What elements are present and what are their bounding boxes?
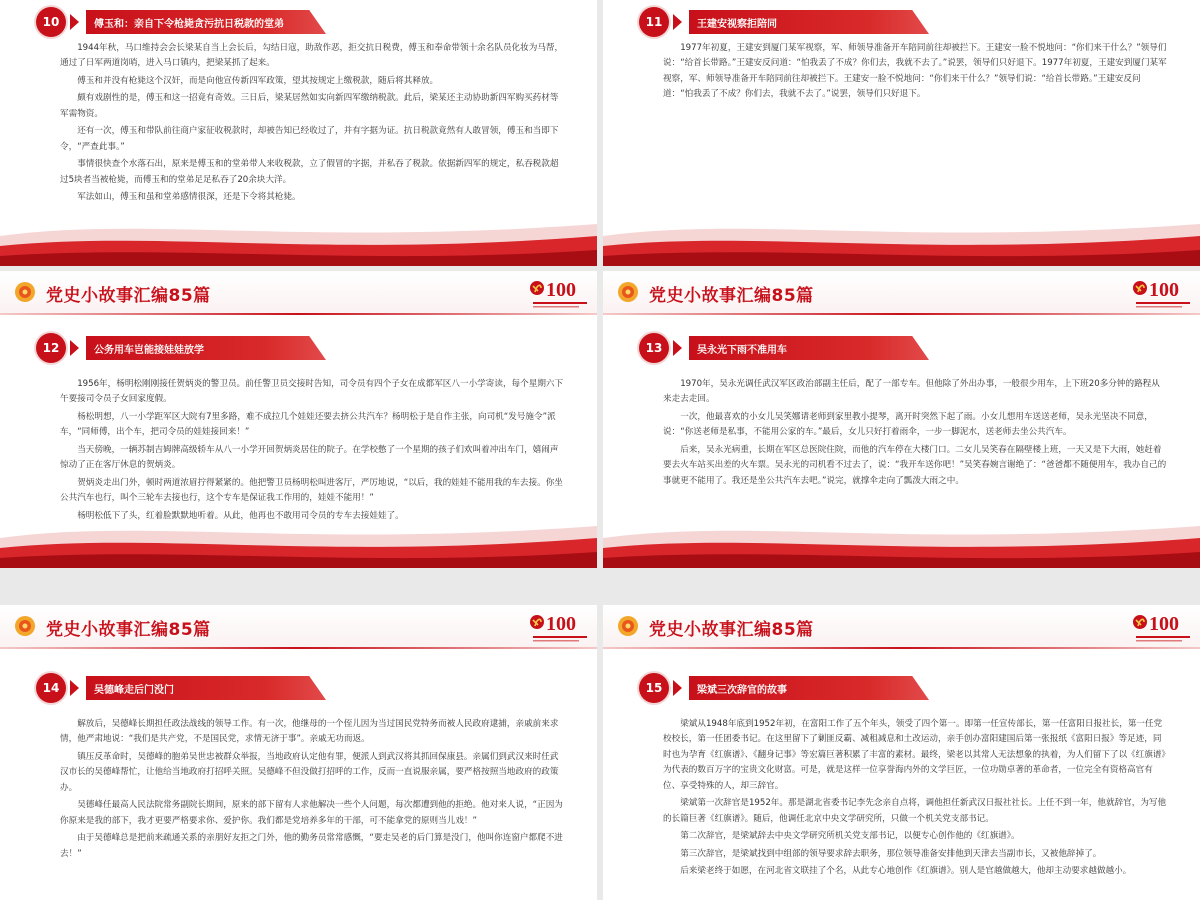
story-number: 11 bbox=[639, 7, 669, 37]
paragraph: 当天傍晚，一辆苏制吉姆牌高级轿车从八一小学开回贺炳炎居住的院子。在学校憋了一个星期的孩子们欢叫着冲出车门，嬉闹声惊动了正在客厅休息的贺炳炎。 bbox=[60, 444, 559, 471]
chevron-right-icon bbox=[673, 14, 682, 30]
slide-story-10 bbox=[0, 0, 597, 266]
story-title-badge bbox=[639, 673, 929, 703]
paragraph: 1970年，吴永光调任武汉军区政治部副主任后，配了一部专车。但他除了外出办事，一般很少用车，上下班20多分钟的路程从来走去走回。 bbox=[663, 379, 1160, 405]
paragraph: 后来，吴永光病重，长期在军区总医院住院，而他的汽车停在大楼门口。二女儿吴笑春在隔壁楼上班，一天又是下大雨，她赶着要去火车站买出差的火车票。吴永光的司机看不过去了，说：“我开车送你吧！”吴笑春婉言谢绝了：“爸爸都不随便用车，我办自己的事就更不能用了。我还是坐公共汽车去吧。”说完，就撑伞走向了瓢泼大雨之中。 bbox=[663, 444, 1167, 486]
paragraph: 后来梁老终于如愿，在河北省文联挂了个名，从此专心地创作《红旗谱》。别人是官越做越大，他却主动要求越做越小。 bbox=[680, 866, 1132, 877]
story-title: 傅玉和：亲自下令枪毙贪污抗日税款的堂弟 bbox=[94, 19, 284, 30]
story-body bbox=[60, 41, 565, 208]
slide-header bbox=[603, 271, 1200, 313]
party-centenary-logo bbox=[1130, 274, 1194, 310]
story-title: 王建安视察拒陪同 bbox=[697, 19, 777, 30]
header-divider bbox=[0, 647, 597, 649]
chevron-right-icon bbox=[70, 680, 79, 696]
red-wave-footer bbox=[0, 508, 597, 568]
story-title-badge bbox=[36, 673, 326, 703]
party-centenary-logo bbox=[1130, 608, 1194, 644]
story-number: 14 bbox=[36, 673, 66, 703]
slide-header bbox=[0, 271, 597, 313]
chevron-right-icon bbox=[70, 340, 79, 356]
party-centenary-logo bbox=[527, 608, 591, 644]
story-title: 吴永光下雨不准用车 bbox=[697, 345, 787, 356]
flower-emblem-icon bbox=[10, 278, 40, 306]
story-title-badge bbox=[36, 333, 326, 363]
paragraph: 颇有戏剧性的是，傅玉和这一招竟有奇效。三日后，梁某居然如实向新四军缴纳税款。此后，梁某还主动协助新四军购买药材等军需物资。 bbox=[60, 93, 559, 119]
story-body bbox=[663, 41, 1168, 105]
paragraph: 还有一次，傅玉和带队前往商户家征收税款时，却被告知已经收过了，并有字据为证。抗日税款竟然有人敢冒领，傅玉和当即下令，“严查此事。” bbox=[60, 126, 559, 152]
svg-text:100: 100 bbox=[546, 613, 576, 635]
story-title: 吴德峰走后门没门 bbox=[94, 685, 174, 696]
slide-story-12 bbox=[0, 271, 597, 568]
slide-header bbox=[0, 605, 597, 647]
paragraph: 第三次辞官，是梁斌找到中组部的领导要求辞去职务，那位领导准备安排他到天津去当副市长，又被他辞掉了。 bbox=[680, 848, 1102, 859]
story-number: 12 bbox=[36, 333, 66, 363]
flower-emblem-icon bbox=[10, 612, 40, 640]
slide-story-14 bbox=[0, 605, 597, 900]
story-body bbox=[663, 717, 1168, 882]
paragraph: 军法如山，傅玉和虽和堂弟感情很深，还是下令将其枪毙。 bbox=[77, 192, 301, 203]
flower-emblem-icon bbox=[613, 278, 643, 306]
red-wave-footer bbox=[603, 508, 1200, 568]
header-divider bbox=[603, 313, 1200, 315]
paragraph: 傅玉和并没有枪毙这个汉奸，而是向他宣传新四军政策，望其按规定上缴税款，随后将其释放。 bbox=[77, 75, 439, 86]
story-title-badge bbox=[639, 7, 929, 37]
paragraph: 吴德峰任最高人民法院常务副院长期间，原来的部下留有人求他解决一些个人问题，每次都遭到他的拒绝。他对来人说，“正因为你原来是我的部下，我才更要严格要求你、爱护你。我们都是党培养多年的干部，可不能拿党的原则当儿戏！” bbox=[60, 800, 563, 826]
flower-emblem-icon bbox=[613, 612, 643, 640]
story-title-badge bbox=[639, 333, 929, 363]
paragraph: 由于吴德峰总是把前来疏通关系的亲朋好友拒之门外，他的勤务员常常感慨，“要走吴老的后门算是没门，他叫你连窗户都爬不进去！” bbox=[60, 833, 563, 859]
header-title: 党史小故事汇编85篇 bbox=[46, 620, 211, 640]
story-body bbox=[663, 377, 1168, 491]
paragraph: 贺炳炎走出门外，顿时两道浓眉拧得紧紧的。他把警卫员杨明松叫进客厅，严厉地说，“以后，我的娃娃不能用我的车去接。你坐公共汽车也行，叫个三轮车去接也行，这个专车是保证我工作用的，娃娃不能用！” bbox=[60, 477, 563, 504]
chevron-right-icon bbox=[673, 680, 682, 696]
story-title-badge bbox=[36, 7, 326, 37]
story-title: 梁斌三次辞官的故事 bbox=[697, 685, 787, 696]
paragraph: 杨明松低下了头，红着脸默默地听着。从此，他再也不敢用司令员的专车去接娃娃了。 bbox=[77, 510, 404, 521]
paragraph: 1956年，杨明松刚刚接任贺炳炎的警卫员。前任警卫员交接时告知，司令员有四个子女在成都军区八一小学寄读，每个星期六下午要接司令员子女回家度假。 bbox=[60, 379, 564, 405]
paragraph: 解放后，吴德峰长期担任政法战线的领导工作。有一次，他继母的一个侄儿因为当过国民党特务而被人民政府逮捕，亲戚前来求情，他严肃地说：“我们是共产党，不是国民党，求情无济于事”。亲戚无功而返。 bbox=[60, 719, 559, 745]
svg-text:100: 100 bbox=[1149, 279, 1179, 301]
paragraph: 杨松明想，八一小学距军区大院有7里多路，难不成拉几个娃娃还要去挤公共汽车？杨明松于是自作主张，向司机“发号施令”派车，“同师傅，出个车，把司令员的娃娃接回来！” bbox=[60, 411, 556, 438]
paragraph: 一次，他最喜欢的小女儿吴笑娜请老师到家里教小提琴，离开时突然下起了雨。小女儿想用车送送老师，吴永光坚决不同意，说：“你送老师是私事，不能用公家的车。”最后，女儿只好打着雨伞，一步一脚泥水，送老师去坐公共汽车。 bbox=[663, 411, 1153, 438]
slide-story-13 bbox=[603, 271, 1200, 568]
paragraph: 梁斌从1948年底到1952年初，在富阳工作了五个年头，领受了四个第一。即第一任宣传部长，第一任富阳日报社长，第一任党校校长，第一任团委书记。在这里留下了剿匪反霸、减租减息和土改运动，亲手创办富阳建国后第一张报纸《富阳日报》等足迹，同时也为孕育《红旗谱》、《翻身记事》等宏篇巨著积累了丰富的素材。最终，梁老以其常人无法想象的执着，为人们留下了以《红旗谱》为代表的数百万字的宝贵文化财富。可是，就是这样一位享誉海内外的文学巨匠，一位功勋卓著的革命者，一位完全有资格高官有位、享受特殊的人，却三辞官。 bbox=[663, 719, 1166, 791]
slide-header bbox=[603, 605, 1200, 647]
story-number: 13 bbox=[639, 333, 669, 363]
header-divider bbox=[0, 313, 597, 315]
red-wave-footer bbox=[603, 206, 1200, 266]
header-divider bbox=[603, 647, 1200, 649]
paragraph: 第二次辞官，是梁斌辞去中央文学研究所机关党支部书记，以便专心创作他的《红旗谱》。 bbox=[680, 831, 1020, 842]
chevron-right-icon bbox=[70, 14, 79, 30]
slide-story-15 bbox=[603, 605, 1200, 900]
story-body bbox=[60, 377, 565, 526]
red-wave-footer bbox=[0, 206, 597, 266]
chevron-right-icon bbox=[673, 340, 682, 356]
story-body bbox=[60, 717, 565, 864]
paragraph: 事情很快查个水落石出，原来是傅玉和的堂弟带人来收税款，立了假冒的字据，并私吞了税款。依据新四军的规定，私吞税款超过5块者当被枪毙，而傅玉和的堂弟足足私吞了20余块大洋。 bbox=[60, 159, 559, 185]
story-title: 公务用车岂能接娃娃放学 bbox=[94, 345, 204, 356]
svg-text:100: 100 bbox=[1149, 613, 1179, 635]
paragraph: 镇压反革命时，吴德峰的胞弟吴世忠被群众举报，当地政府认定他有罪，便派人到武汉将其抓回保康县。亲属们到武汉来时任武汉市长的吴德峰帮忙，让他给当地政府打招呼关照。吴德峰不但没做打招呼的工作，反而一直说服亲属，要严格按照当地政府的政策办。 bbox=[60, 751, 559, 793]
slide-story-11 bbox=[603, 0, 1200, 266]
svg-text:100: 100 bbox=[546, 279, 576, 301]
header-title: 党史小故事汇编85篇 bbox=[46, 286, 211, 306]
story-number: 10 bbox=[36, 7, 66, 37]
paragraph: 梁斌第一次辞官是1952年。那是湖北省委书记李先念亲自点将，调他担任新武汉日报社社长。上任不到一年，他就辞官，为写他的长篇巨著《红旗谱》。随后，他调任北京中央文学研究所，只做一个机关党支部书记。 bbox=[663, 798, 1167, 824]
header-title: 党史小故事汇编85篇 bbox=[649, 620, 814, 640]
story-number: 15 bbox=[639, 673, 669, 703]
paragraph: 1944年秋，马口维持会会长梁某自当上会长后，勾结日寇，助敌作恶，拒交抗日税费，傅玉和奉命带领十余名队员化妆为马帮，通过了日军两道岗哨，进入马口镇内，把梁某抓了起来。 bbox=[60, 43, 564, 69]
header-title: 党史小故事汇编85篇 bbox=[649, 286, 814, 306]
paragraph: 1977年初夏，王建安到厦门某军视察，军、师领导准备开车陪同前往却被拦下。王建安一脸不悦地问：“你们来干什么？”领导们说：“给首长带路。”王建安反问道：“怕我丢了不成？你们去，我就不去了。”说罢，领导们只好退下。1977年初夏，王建安到厦门某军视察，军、师领导准备开车陪同前往却被拦下。王建安一脸不悦地问：“你们来干什么？”领导们说：“给首长带路。”王建安反问道：“怕我丢了不成？你们去，我就不去了。”说罢，领导们只好退下。 bbox=[663, 43, 1167, 100]
party-centenary-logo bbox=[527, 274, 591, 310]
